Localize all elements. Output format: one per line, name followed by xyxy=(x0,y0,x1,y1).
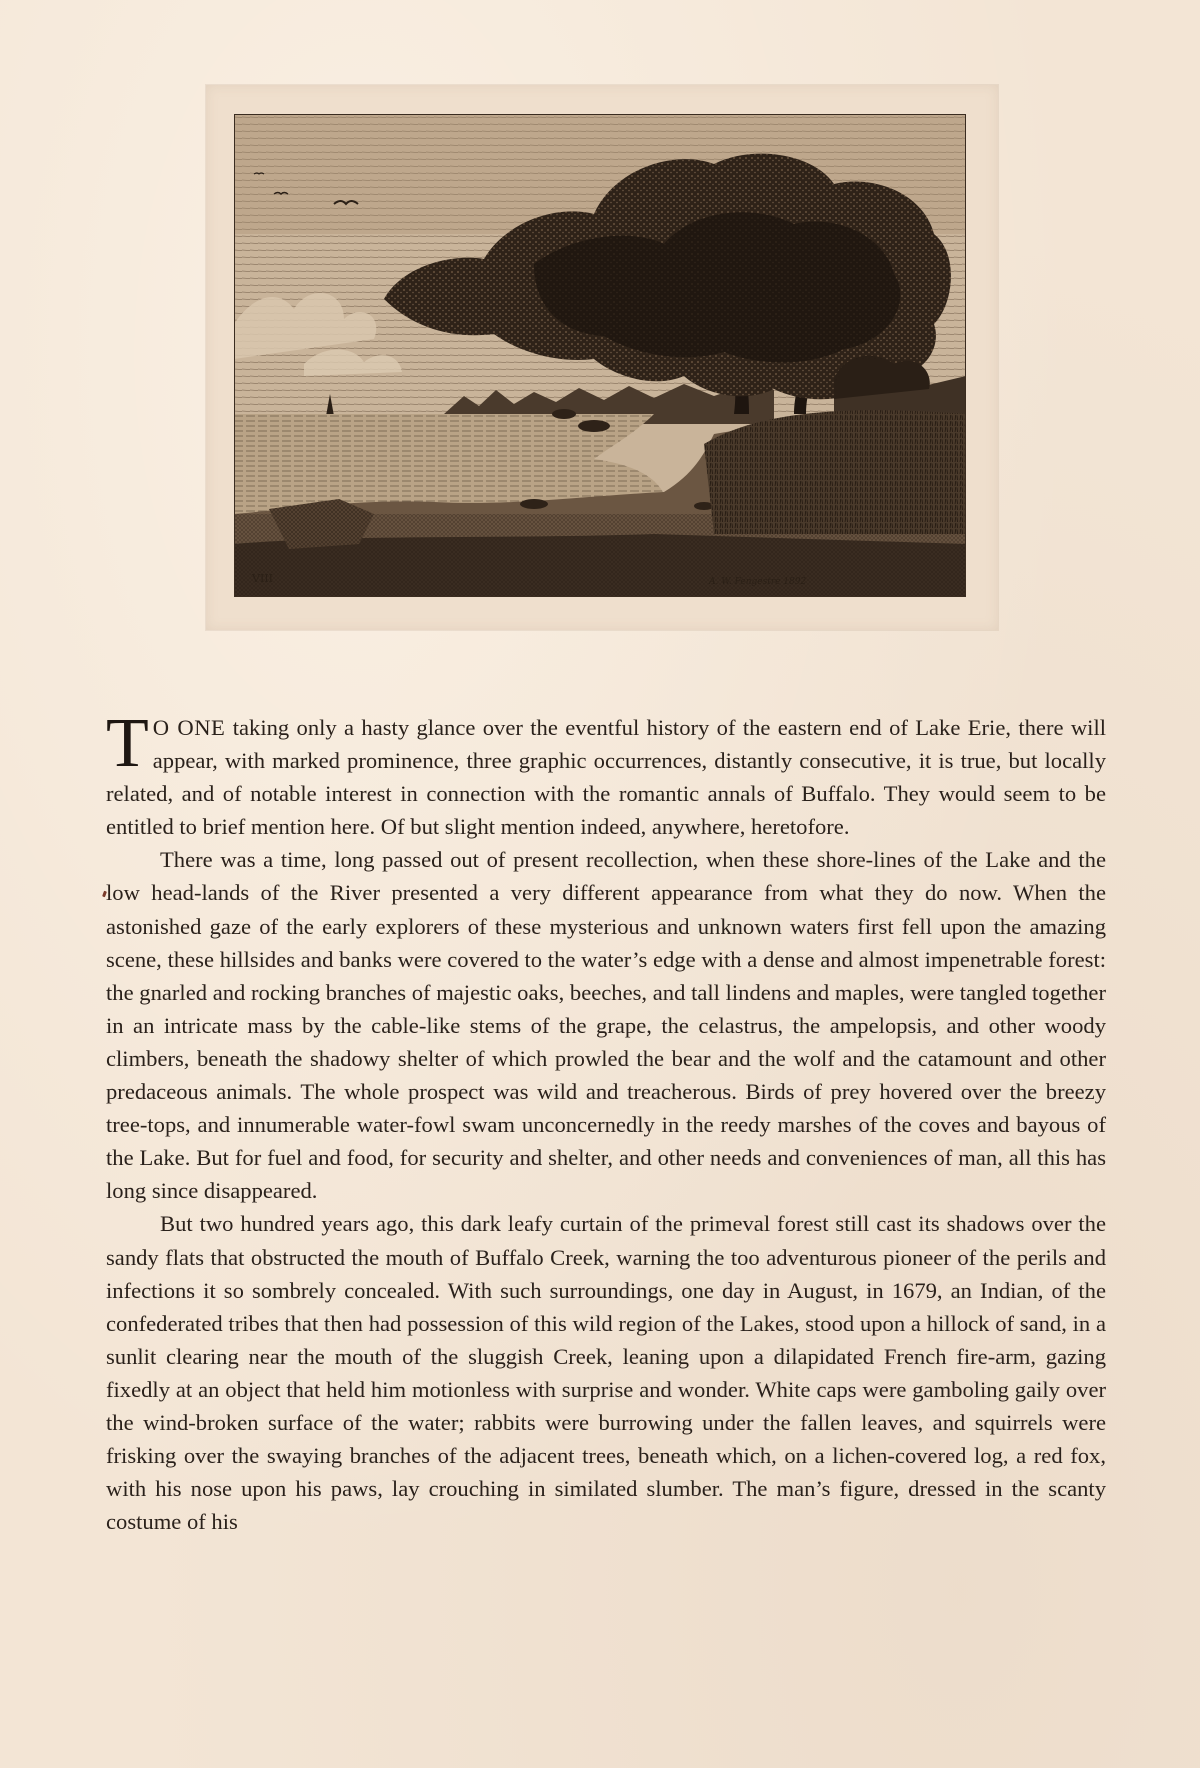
paragraph-3: But two hundred years ago, this dark leafy curtain of the primeval forest still cast its shadows over the sandy flats that obstructed the mouth of Buffalo Creek, warning the too adventurous pioneer of the perils and infections it so sombrely concealed. With such surroundings, one day in August, in 1679, an Indian, of the confederated tribes that then had possession of this wild region of the Lakes, stood upon a hillock of sand, in a sunlit clearing near the mouth of the sluggish Creek, leaning upon a dilapidated French fire-arm, gazing fixedly at an object that held him motionless with surprise and wonder. White caps were gamboling gaily over the wind-broken surface of the water; rabbits were burrowing under the fallen leaves, and squirrels were frisking over the swaying branches of the adjacent trees, beneath which, on a lichen-covered log, a red fox, with his nose upon his paws, lay crouching in similated slumber. The man’s figure, dressed in the scanty costume of his xyxy=(106,1211,1106,1535)
plate-signature-right: A. W. Fengestre 1892 xyxy=(709,577,807,587)
paragraph-1 xyxy=(106,705,1106,843)
drop-cap: T xyxy=(106,705,149,782)
article-body xyxy=(106,705,1106,1538)
etching-illustration xyxy=(234,114,966,597)
plate-signature-left: VIII xyxy=(252,572,273,585)
paragraph-1-text: taking only a hasty glance over the eventful history of the eastern end of Lake Erie, there will appear, with marked prominence, three graphic occurrences, distantly consecutive, it is true, but locally related, and of notable interest in connection with the romantic annals of Buffalo. They would seem to be entitled to brief mention here. Of but slight mention indeed, anywhere, heretofore. xyxy=(106,715,1106,840)
paragraph-2: There was a time, long passed out of present recollection, when these shore-lines of the Lake and the low head-lands of the River presented a very different appearance from what they do now. When the astonished gaze of the early explorers of these mysterious and unknown waters first fell upon the amazing scene, these hillsides and banks were covered to the water’s edge with a dense and almost impenetrable forest: the gnarled and rocking branches of majestic oaks, beeches, and tall lindens and maples, were tangled together in an intricate mass by the cable-like stems of the grape, the celastrus, the ampelopsis, and other woody climbers, beneath the shadowy shelter of which prowled the bear and the wolf and the catamount and other predaceous animals. The whole prospect was wild and treacherous. Birds of prey hovered over the breezy tree-tops, and innumerable water-fowl swam unconcernedly in the reedy marshes of the coves and bayous of the Lake. But for fuel and food, for security and shelter, and other needs and conveniences of man, all this has long since disappeared. xyxy=(106,847,1106,1204)
opening-words: O ONE xyxy=(152,715,226,740)
